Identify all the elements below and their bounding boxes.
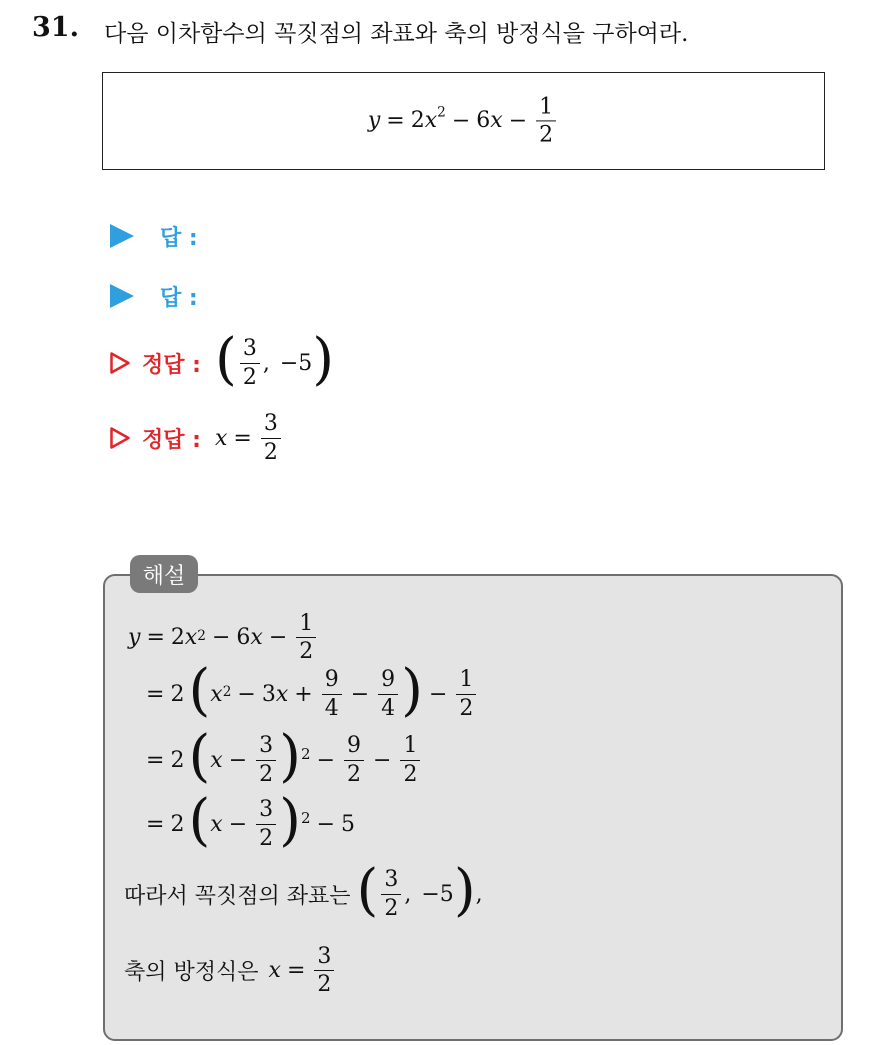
question-text: 다음 이차함수의 꼭짓점의 좌표와 축의 방정식을 구하여라. — [104, 21, 689, 47]
blue-triangle-icon — [110, 284, 134, 308]
correct-answer-label: 정답 : — [142, 352, 201, 378]
correct-answer-row-2 — [110, 410, 284, 466]
explanation-tag: 해설 — [130, 555, 198, 593]
conclusion-text-2: 축의 방정식은 — [124, 960, 259, 986]
given-equation: $y = 2x^2 - 6x$ − $\frac{1}{2}$ — [103, 95, 824, 146]
axis-answer: x = $\frac{3}{2}$ — [215, 412, 284, 463]
correct-answer-label: 정답 : — [142, 427, 201, 453]
question-number: 31. — [32, 12, 79, 43]
derivation-line-4: = 2 ( x − $\frac{3}{2}$ ) 2 − 5 — [146, 788, 355, 853]
derivation-line-3: = 2 ( x − $\frac{3}{2}$ ) 2 − $\frac{9}{2}$ − $\frac{1}{2}$ — [146, 732, 423, 788]
derivation-line-2: = 2 ( x $^2$ − 3 x + $\frac{9}{4}$ − $\frac{9}{4}$ ) − $\frac{1}{2}$ — [146, 666, 479, 722]
conclusion-line-1: 따라서 꼭짓점의 좌표는 ( $\frac{3}{2}$ , −5 ) , — [124, 858, 483, 923]
conclusion-line-2: 축의 방정식은 x = $\frac{3}{2}$ — [124, 945, 337, 996]
answer-row-1 — [110, 216, 198, 256]
answer-label: 답 : — [160, 225, 198, 251]
red-triangle-outline-icon — [110, 352, 130, 374]
red-triangle-outline-icon — [110, 427, 130, 449]
derivation-line-1: y = 2 x $^2$ − 6 x − $\frac{1}{2}$ — [128, 612, 319, 663]
answer-label: 답 : — [160, 285, 198, 311]
answer-row-2 — [110, 276, 198, 316]
equation-box — [102, 72, 825, 170]
conclusion-text-1: 따라서 꼭짓점의 좌표는 — [124, 883, 351, 909]
blue-triangle-icon — [110, 224, 134, 248]
vertex-answer: ( $\frac{3}{2}$ , −5 ) — [214, 327, 335, 392]
correct-answer-row-1 — [110, 327, 335, 392]
